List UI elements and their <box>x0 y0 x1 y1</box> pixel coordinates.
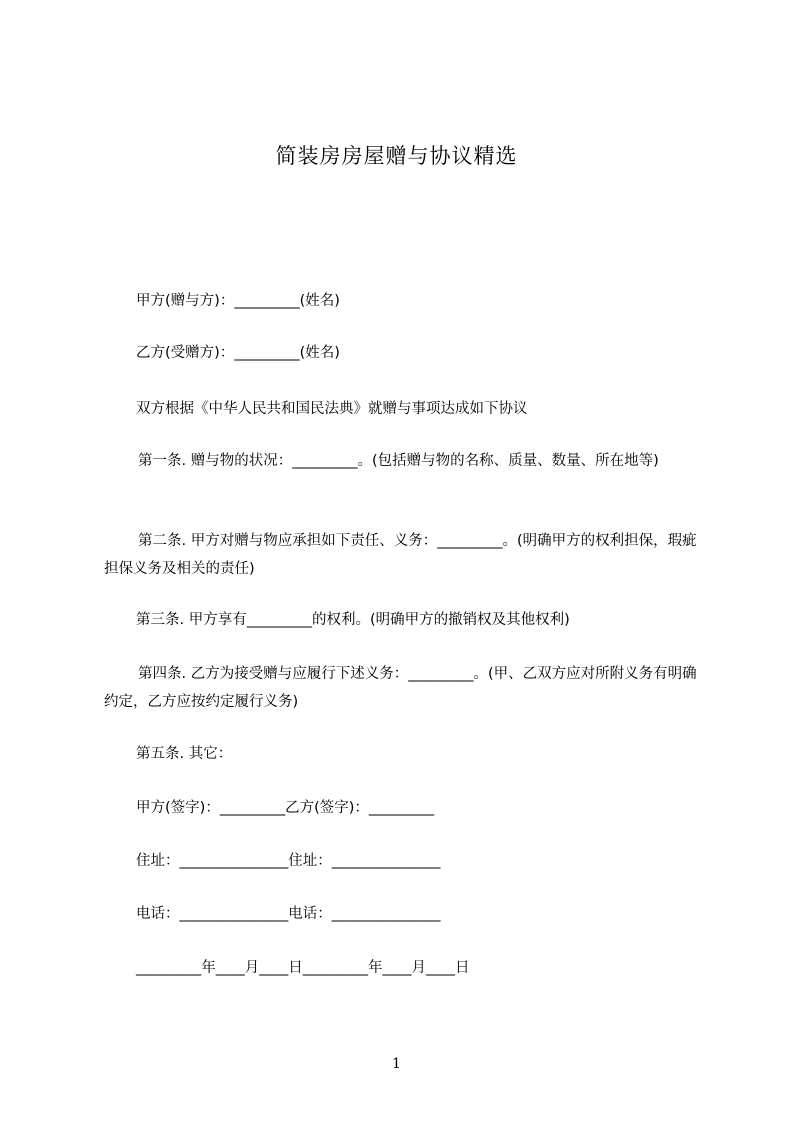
document-title: 简装房房屋赠与协议精选 <box>275 144 518 168</box>
article-1: 第一条. 赠与物的状况：_________。(包括赠与物的名称、质量、数量、所在地等) <box>138 453 659 469</box>
party-b-line: 乙方(受赠方)：_________(姓名) <box>136 345 340 361</box>
article-5: 第五条. 其它： <box>136 746 233 762</box>
article-4: 第四条. 乙方为接受赠与应履行下述义务：_________。(甲、乙双方应对所附义务有明确约定，乙方应按约定履行义务) <box>104 666 697 710</box>
article-3: 第三条. 甲方享有_________的权利。(明确甲方的撤销权及其他权利) <box>136 612 570 628</box>
date-line: _________年____月____日_________年____月____日 <box>136 960 470 976</box>
intro-paragraph: 双方根据《中华人民共和国民法典》就赠与事项达成如下协议 <box>136 401 528 417</box>
article-2: 第二条. 甲方对赠与物应承担如下责任、义务：_________。(明确甲方的权利担保，瑕疵担保义务及相关的责任) <box>104 533 697 577</box>
party-a-line: 甲方(赠与方)：_________(姓名) <box>136 293 340 309</box>
phone-line: 电话：_______________电话：_______________ <box>136 906 441 922</box>
address-line: 住址：_______________住址：_______________ <box>136 853 441 869</box>
page-number: 1 <box>392 1056 401 1072</box>
signature-line: 甲方(签字)：_________乙方(签字)：_________ <box>136 800 435 816</box>
